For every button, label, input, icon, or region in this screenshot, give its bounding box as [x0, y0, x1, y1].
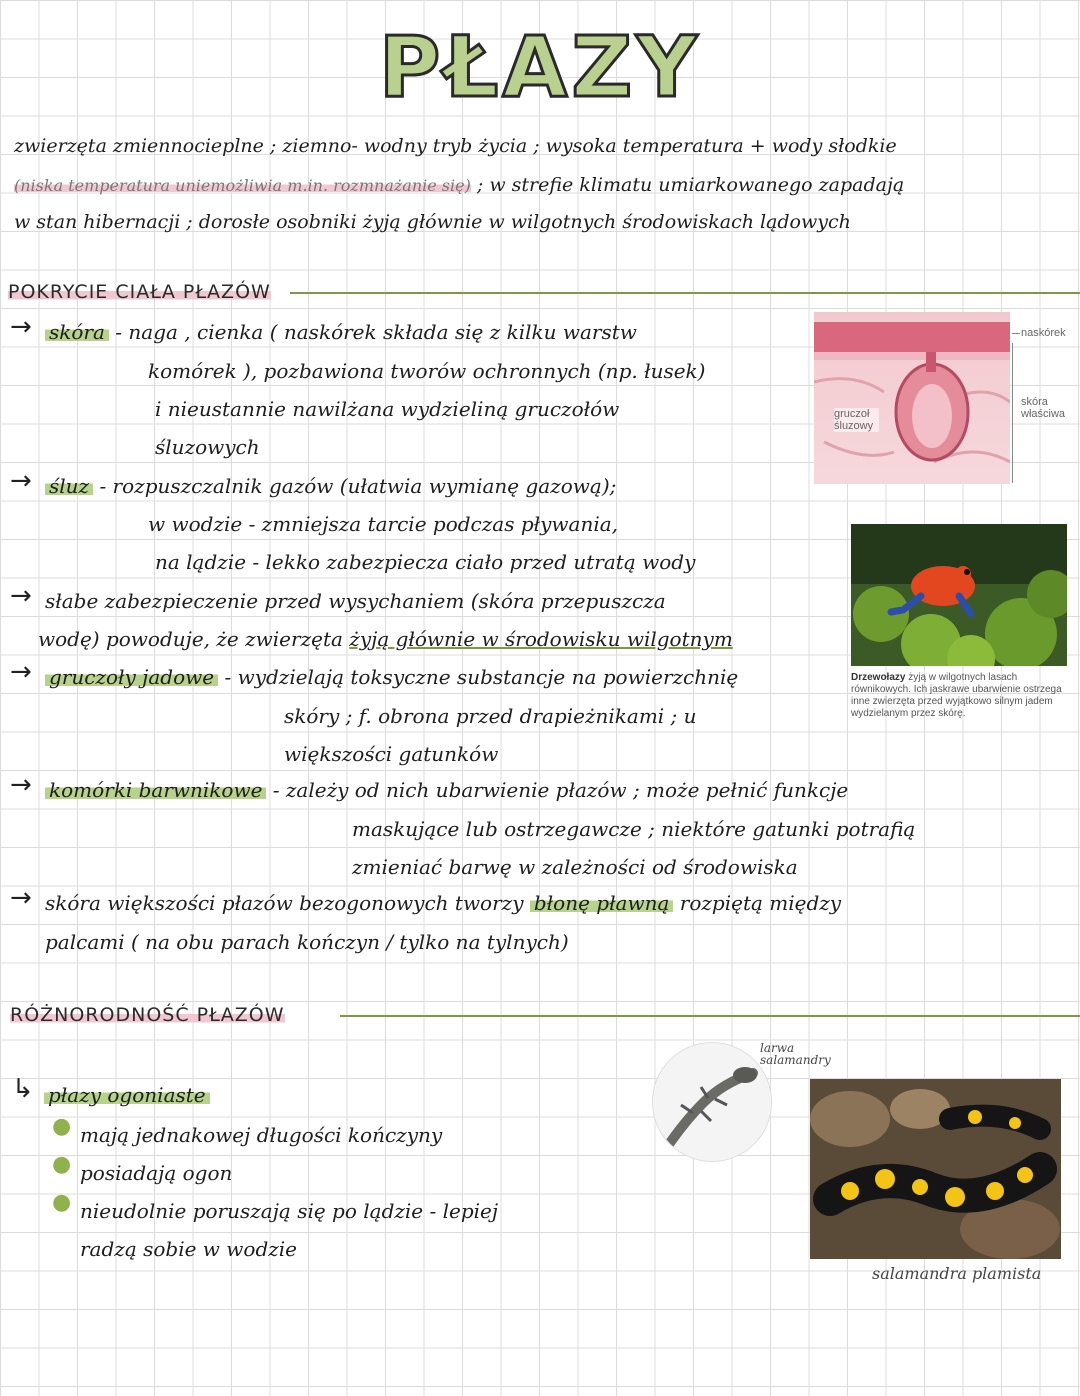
pigment-line-2: maskujące lub ostrzegawcze ; niektóre gatunki potrafią	[352, 817, 916, 841]
webbing-line-2: palcami ( na obu parach kończyn / tylko na tylnych)	[45, 930, 569, 954]
bullet-dot: ●	[52, 1152, 72, 1177]
arrow-icon: →	[10, 657, 32, 687]
arrow-icon: →	[10, 883, 32, 913]
leader-line	[1012, 333, 1020, 334]
pigment-text-1: - zależy od nich ubarwienie płazów ; może pełnić funkcje	[272, 778, 849, 802]
arrow-icon: →	[10, 581, 32, 611]
term-mucus: śluz	[45, 474, 93, 498]
skin-line-4: śluzowych	[155, 435, 260, 459]
arrow-icon: →	[10, 770, 32, 800]
arrow-icon: →	[10, 312, 32, 342]
webbing-text-1a: skóra większości płazów bezogonowych tworzy	[45, 891, 524, 915]
skin-line-3: i nieustannie nawilżana wydzieliną gruczołów	[155, 397, 620, 421]
glands-text-1: - wydzielają toksyczne substancje na powierzchnię	[224, 665, 739, 689]
term-skin: skóra	[45, 320, 109, 344]
skin-line-2: komórek ), pozbawiona tworów ochronnych (np. łusek)	[148, 359, 706, 383]
tailed-item: posiadają ogon	[80, 1161, 233, 1185]
mucus-line-2: w wodzie - zmniejsza tarcie podczas pływania,	[148, 512, 619, 536]
arrow-icon: →	[10, 466, 32, 496]
label-larva: larwa salamandry	[760, 1041, 831, 1067]
bullet-dot: ●	[52, 1190, 72, 1215]
frog-caption-text: żyją w wilgotnych lasach równikowych. Ich jaskrawe ubarwienie ostrzega inne zwierzęta przed wyjątkowo silnym jadem wydzielanym przez skórę.	[851, 672, 1062, 719]
tailed-heading	[44, 1076, 210, 1114]
pigment-line-1	[45, 771, 848, 809]
term-tailed: płazy ogoniaste	[44, 1083, 210, 1107]
tailed-item-continued: radzą sobie w wodzie	[80, 1237, 298, 1261]
glands-line-3: większości gatunków	[284, 742, 499, 766]
page-title: PŁAZY	[378, 18, 702, 116]
intro-line-2	[14, 166, 1069, 205]
section-heading-body-covering: POKRYCIE CIAŁA PŁAZÓW	[8, 281, 271, 303]
term-glands: gruczoły jadowe	[45, 665, 218, 689]
skin-histology-image	[814, 312, 1010, 484]
glands-line-1	[45, 658, 738, 696]
mucus-line-1	[45, 467, 616, 505]
poison-dart-frog-image	[851, 524, 1067, 666]
term-pigment: komórki barwnikowe	[45, 778, 266, 802]
protection-text-2b: żyją głównie w środowisku wilgotnym	[349, 627, 733, 651]
skin-text-1: - naga , cienka ( naskórek składa się z kilku warstw	[115, 320, 637, 344]
label-gland: gruczoł śluzowy	[834, 408, 879, 432]
frog-caption	[851, 672, 1073, 720]
fire-salamander-image	[810, 1079, 1061, 1259]
section-divider	[340, 1015, 1080, 1017]
pigment-line-3: zmieniać barwę w zależności od środowiska	[352, 855, 798, 879]
protection-text-2a: wodę) powoduje, że zwierzęta	[38, 627, 343, 651]
intro-note: (niska temperatura uniemożliwia m.in. rozmnażanie się)	[14, 176, 471, 195]
bullet-dot: ●	[52, 1114, 72, 1139]
tailed-item: nieudolnie poruszają się po lądzie - lepiej	[80, 1199, 499, 1223]
mucus-text-1: - rozpuszczalnik gazów (ułatwia wymianę gazową);	[99, 474, 617, 498]
intro-line-3: w stan hibernacji ; dorosłe osobniki żyją głównie w wilgotnych środowiskach lądowych	[14, 211, 851, 233]
dermis-bracket	[1012, 343, 1013, 483]
protection-line-2	[38, 620, 733, 658]
salamander-larva-image	[652, 1042, 772, 1162]
term-webbing: błonę pławną	[530, 891, 674, 915]
intro-line-2-rest: ; w strefie klimatu umiarkowanego zapadają	[476, 174, 905, 196]
section-divider	[290, 292, 1080, 294]
mucus-line-3: na lądzie - lekko zabezpiecza ciało przed utratą wody	[155, 550, 696, 574]
skin-line-1	[45, 313, 637, 351]
section-heading-diversity: RÓŻNORODNOŚĆ PŁAZÓW	[10, 1004, 285, 1026]
webbing-text-1c: rozpiętą między	[679, 891, 842, 915]
glands-line-2: skóry ; f. obrona przed drapieżnikami ; u	[284, 704, 697, 728]
return-arrow-icon: ↳	[12, 1074, 34, 1104]
label-epidermis: naskórek	[1021, 327, 1066, 339]
label-salamander: salamandra plamista	[872, 1264, 1042, 1283]
protection-line-1: słabe zabezpieczenie przed wysychaniem (skóra przepuszcza	[45, 589, 666, 613]
tailed-item: mają jednakowej długości kończyny	[80, 1123, 443, 1147]
webbing-line-1	[45, 884, 841, 922]
intro-line-1: zwierzęta zmiennocieplne ; ziemno- wodny tryb życia ; wysoka temperatura + wody słodkie	[14, 135, 897, 157]
label-dermis: skóra właściwa	[1021, 396, 1066, 420]
frog-caption-bold: Drzewołazy	[851, 672, 906, 683]
